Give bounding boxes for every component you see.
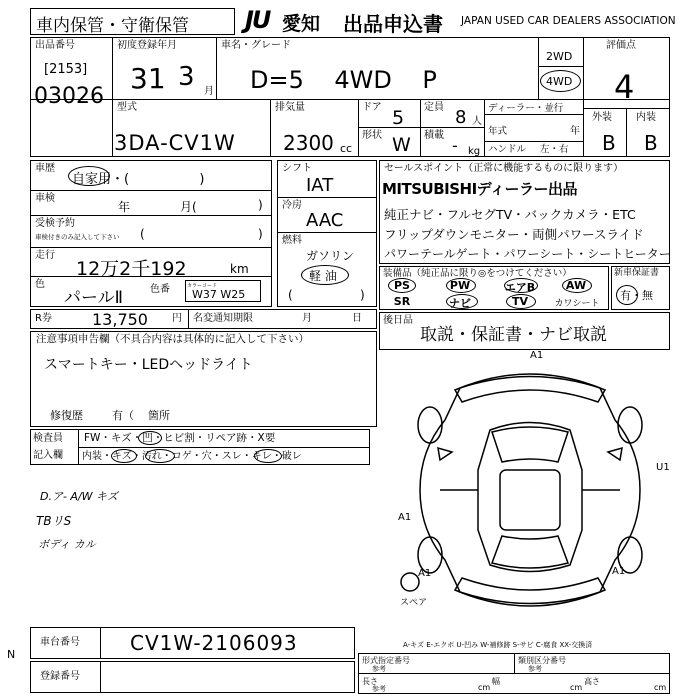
warranty-yes-circle — [616, 285, 638, 305]
equip-ps: PS — [394, 279, 410, 292]
shift-label: シフト — [282, 163, 312, 174]
name-change-label: 名変通知期限 — [193, 313, 253, 324]
tax-label: R券 — [35, 313, 52, 324]
inspection-label: 車検 — [35, 193, 55, 204]
car-name-value: D=5 4WD P — [250, 66, 437, 94]
length-unit: cm — [478, 683, 491, 692]
inspector-row-1: FW・キズ・凹・ヒビ割・リペア跡・X要 — [84, 432, 276, 444]
inspection-year-unit: 年 — [118, 200, 131, 214]
mileage-label: 走行 — [35, 250, 55, 261]
handle-label: ハンドル — [488, 144, 527, 155]
notes-value: スマートキー・LEDヘッドライト — [44, 357, 253, 373]
history-label: 車歴 — [35, 163, 55, 174]
roof-outline — [500, 470, 560, 530]
wheel-fr — [618, 407, 642, 443]
fuel-gasoline: ガソリン — [306, 249, 355, 263]
capacity-label: 定員 — [424, 102, 444, 113]
sales-line-3: パワーテールゲート・パワーシート・シートヒーター — [384, 247, 671, 261]
mark-circle-4 — [138, 431, 162, 445]
ac-label: 冷房 — [282, 200, 302, 211]
tax-value: 13,750 — [92, 310, 148, 329]
warranty-options: 有・無 — [620, 289, 653, 302]
length-label: 長さ — [362, 677, 378, 686]
first-reg-month: 3 — [178, 62, 195, 92]
receipt-open: ( — [140, 227, 145, 241]
remark-line-2: TBリS — [36, 514, 72, 528]
model-label: 型式 — [117, 102, 137, 113]
receipt-note: 車検付きのみ記入して下さい — [35, 233, 120, 241]
year-label: 年式 — [488, 126, 508, 137]
capacity-unit: 人 — [472, 116, 482, 127]
dealer-label: ディーラー・並行 — [488, 103, 564, 114]
exterior-grade: B — [602, 131, 616, 155]
color-code-value: W37 W25 — [192, 288, 246, 301]
cat-no-ref: 参考 — [528, 665, 542, 673]
first-reg-label: 初度登録年月 — [117, 40, 177, 51]
mileage-unit: km — [230, 262, 249, 276]
score-value: 4 — [614, 68, 635, 106]
fuel-close: ) — [360, 288, 365, 302]
sales-line-1: 純正ナビ・フルセグTV・バックカメラ・ETC — [384, 207, 636, 222]
first-reg-month-unit: 月 — [204, 86, 214, 97]
warranty-label: 新車保証書 — [614, 268, 660, 278]
repair-value: 有（ 箇所 — [112, 409, 170, 422]
remark-line-1: D.ア- A/W キズ — [40, 490, 118, 503]
fuel-open: ( — [288, 288, 293, 302]
displacement-label: 排気量 — [275, 102, 305, 113]
handle-options: 左・右 — [540, 144, 569, 155]
equip-airbag: エアB — [504, 281, 536, 294]
color-code-label: カラーコード — [187, 283, 218, 289]
sales-label: セールスポイント（正常に機能するものに限ります） — [384, 163, 624, 174]
model-value: 3DA-CV1W — [114, 131, 236, 155]
spare-tire — [401, 573, 419, 591]
car-name-label: 車名・グレード — [221, 40, 291, 51]
name-change-month: 月 — [302, 313, 312, 324]
equip-navi: ナビ — [449, 297, 471, 310]
rear-bumper — [455, 578, 605, 606]
history-value: 自家用・( ) — [72, 172, 205, 187]
notes-label: 注意事項申告欄（不具合内容は具体的に記入して下さい） — [36, 333, 309, 345]
front-windshield — [492, 427, 568, 462]
dims-ref: 参考 — [372, 685, 386, 693]
shift-value: IAT — [306, 175, 334, 196]
fuel-label: 燃料 — [282, 235, 302, 246]
mileage-value: 12万2千192 — [76, 258, 187, 280]
tax-unit: 円 — [172, 313, 182, 324]
inspector-label-1: 検査員 — [33, 433, 63, 444]
form-title: 出品申込書 — [343, 12, 443, 36]
name-change-day: 日 — [352, 313, 362, 324]
equipment-label: 装備品（純正品に限り◎をつけてください） — [383, 268, 572, 279]
sales-dealer-tag: MITSUBISHIディーラー出品 — [382, 180, 577, 198]
receipt-close: ) — [258, 227, 263, 241]
damage-mark-front: A1 — [530, 350, 544, 361]
shape-label: 形状 — [362, 130, 382, 141]
mark-circle-2 — [145, 449, 175, 463]
exterior-label: 外装 — [592, 112, 612, 123]
chassis-value: CV1W-2106093 — [130, 631, 298, 655]
damage-mark-right: U1 — [656, 462, 670, 473]
car-damage-diagram — [400, 360, 670, 620]
cabin-outline — [478, 423, 582, 572]
equip-navi-circle — [446, 294, 478, 309]
color-no-label: 色番 — [150, 284, 170, 295]
chassis-label: 車台番号 — [40, 637, 80, 648]
inspector-row-2: 内装・キズ・汚れ・コゲ・穴・スレ・キレ・破レ — [82, 451, 302, 462]
equip-tv-circle — [506, 294, 536, 309]
equip-ps-circle — [388, 278, 416, 293]
shape-value: W — [392, 134, 411, 156]
score-label: 評価点 — [606, 40, 636, 51]
delivery-value: 取説・保証書・ナビ取説 — [420, 325, 607, 345]
org-name: 愛知 — [282, 13, 321, 35]
repair-label: 修復歴 — [50, 409, 83, 422]
mirror-right — [608, 448, 622, 460]
spare-label: スペア — [400, 598, 428, 608]
doors-value: 5 — [392, 107, 405, 129]
color-value: パールⅡ — [64, 288, 124, 308]
delivery-label: 後日品 — [383, 315, 413, 326]
ac-value: AAC — [306, 210, 344, 231]
ju-logo: JU — [245, 6, 270, 34]
mirror-left — [438, 448, 452, 460]
equip-sr: SR — [393, 295, 411, 308]
plate-label: 登録番号 — [40, 671, 80, 682]
first-reg-year: 31 — [130, 62, 166, 95]
height-label: 高さ — [584, 677, 600, 686]
rear-windshield — [492, 536, 568, 568]
storage-label: 車内保管・守衛保管 — [36, 16, 189, 36]
mark-circle-3 — [254, 449, 282, 463]
form-no-ref: 参考 — [372, 665, 386, 673]
capacity-value: 8 — [455, 107, 467, 128]
lot-bracket: [2153] — [44, 62, 88, 77]
equip-pw: PW — [449, 279, 471, 292]
interior-grade: B — [644, 131, 658, 155]
form-no-label: 形式指定番号 — [362, 656, 410, 665]
equip-leather: カワシート — [554, 299, 600, 309]
load-unit: kg — [468, 146, 481, 157]
displacement-value: 2300 — [283, 131, 334, 155]
association-name: JAPAN USED CAR DEALERS ASSOCIATION — [461, 15, 676, 27]
interior-label: 内装 — [636, 112, 656, 123]
damage-mark-left: A1 — [398, 512, 412, 523]
equip-tv: TV — [511, 295, 529, 308]
receipt-label: 受検予約 — [35, 218, 75, 229]
inspection-close: ) — [258, 198, 263, 212]
option-2wd: 2WD — [546, 50, 573, 63]
cat-no-label: 類別区分番号 — [518, 656, 566, 665]
damage-mark-left-2: A1 — [418, 568, 432, 579]
year-unit: 年 — [570, 126, 580, 137]
doors-label: ドア — [362, 102, 382, 113]
load-value: - — [452, 136, 458, 155]
fuel-diesel: 軽 油 — [309, 269, 337, 283]
front-bumper — [455, 374, 605, 402]
inspector-label-2: 記入欄 — [33, 450, 63, 461]
width-label: 幅 — [492, 677, 500, 686]
remark-line-3: ボディ カル — [38, 538, 96, 551]
load-label: 積載 — [424, 130, 444, 141]
color-label: 色 — [35, 279, 45, 290]
wheel-fl — [418, 407, 442, 443]
damage-legend: A-キズ E-エクボ U-凹み W-補修跡 S-サビ C-腐食 XX-交換済 — [403, 641, 593, 649]
option-4wd: 4WD — [546, 75, 573, 88]
equip-pw-circle — [446, 278, 476, 293]
displacement-unit: cc — [340, 142, 353, 155]
inspection-month-unit: 月( — [180, 200, 197, 214]
mark-circle-1 — [111, 449, 137, 463]
sales-line-2: フリップダウンモニター・両側パワースライド — [384, 227, 644, 242]
height-unit: cm — [654, 683, 667, 692]
equip-airbag-circle — [504, 278, 538, 293]
equip-aw: AW — [565, 279, 587, 292]
equip-aw-circle — [562, 278, 592, 293]
lot-number: 03026 — [34, 84, 104, 109]
lot-label: 出品番号 — [35, 40, 75, 51]
damage-mark-right-2: A1 — [612, 566, 626, 577]
side-mark: N — [7, 648, 16, 661]
width-unit: cm — [570, 683, 583, 692]
